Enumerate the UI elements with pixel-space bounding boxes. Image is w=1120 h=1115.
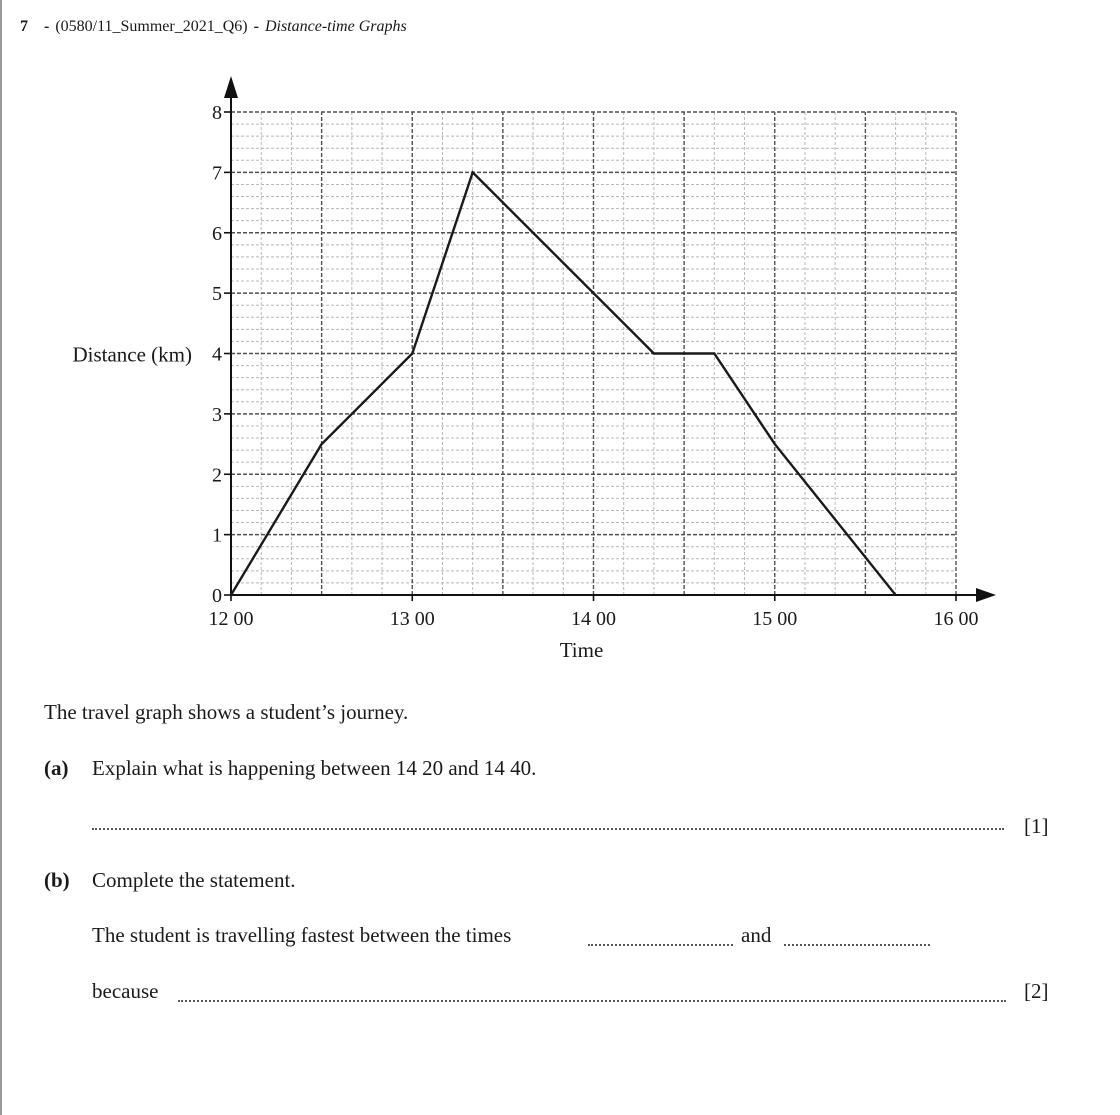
x-tick-label: 13 00 <box>389 608 435 630</box>
part-b-and: and <box>741 923 772 947</box>
y-tick-label: 7 <box>212 162 222 185</box>
part-a-marks: [1] <box>1024 814 1049 838</box>
y-axis-title: Distance (km) <box>72 342 192 367</box>
y-tick-label: 2 <box>212 464 222 487</box>
axis-labels <box>72 343 603 663</box>
header-separator: - <box>253 18 259 35</box>
x-tick-label: 14 00 <box>571 608 616 630</box>
y-tick-label: 6 <box>212 222 222 245</box>
y-tick-label: 1 <box>212 524 222 547</box>
part-b-because: because <box>92 979 159 1003</box>
intro-text: The travel graph shows a student’s journey. <box>44 700 409 724</box>
part-b-statement: The student is travelling fastest between the times <box>92 923 512 947</box>
header-separator: - <box>44 18 50 35</box>
y-tick-label: 4 <box>212 343 222 366</box>
part-a-answer-line[interactable] <box>92 828 1004 830</box>
part-a-question: Explain what is happening between 14 20 and 14 40. <box>92 756 537 780</box>
y-tick-label: 0 <box>212 585 222 607</box>
x-axis-title: Time <box>559 638 604 662</box>
part-b-marks: [2] <box>1024 979 1049 1003</box>
x-tick-label: 15 00 <box>752 608 798 630</box>
y-tick-label: 3 <box>212 403 222 426</box>
x-tick-label: 12 00 <box>208 608 254 630</box>
part-b-because-blank[interactable] <box>178 1000 1006 1002</box>
question-source: (0580/11_Summer_2021_Q6) <box>55 18 248 35</box>
question-topic: Distance-time Graphs <box>264 18 407 35</box>
part-b-label: (b) <box>44 868 70 892</box>
part-a-label: (a) <box>44 756 69 780</box>
question-number: 7 <box>20 18 28 35</box>
x-axis-arrow <box>976 588 996 602</box>
part-b-time1-blank[interactable] <box>588 944 733 946</box>
x-tick-label: 16 00 <box>933 608 979 630</box>
y-tick-label: 5 <box>212 283 222 306</box>
part-b-time2-blank[interactable] <box>784 944 930 946</box>
y-axis-arrow <box>224 76 238 98</box>
y-tick-label: 8 <box>212 102 222 124</box>
axes <box>224 76 996 602</box>
part-b-instruction: Complete the statement. <box>92 868 296 892</box>
